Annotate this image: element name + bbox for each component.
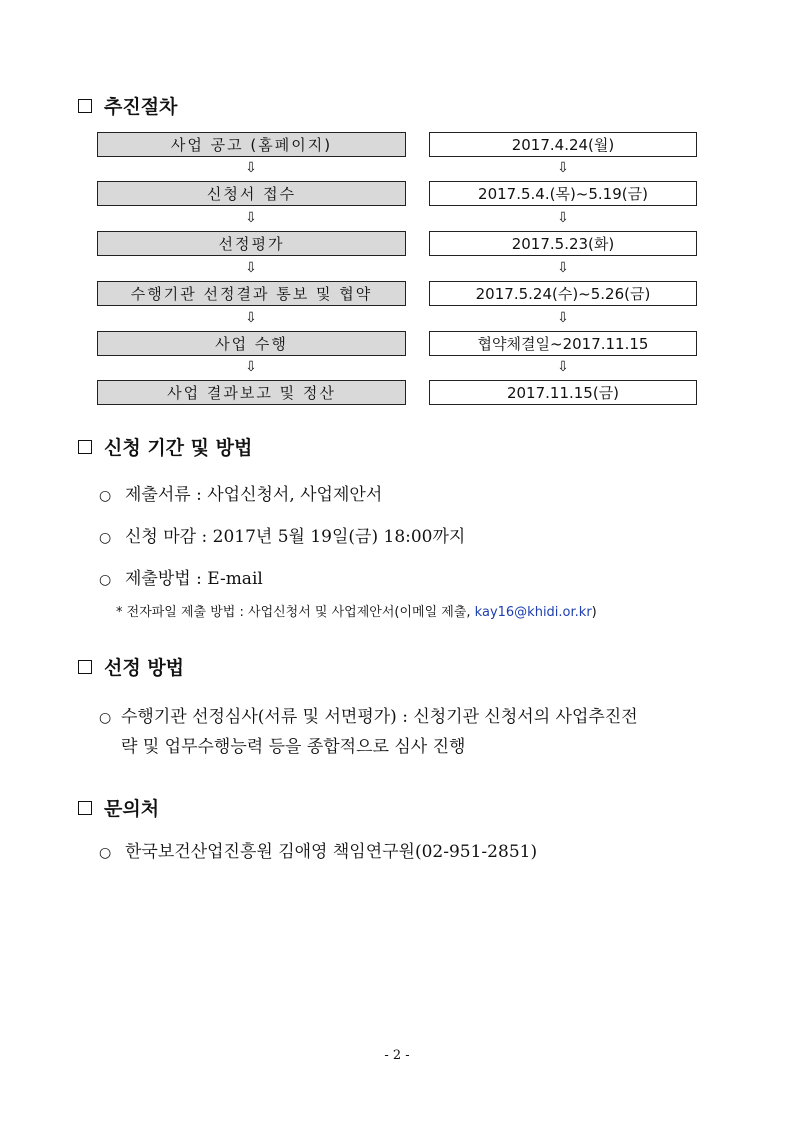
circle-bullet-icon: ○ <box>99 710 112 726</box>
procedure-date-3: 2017.5.23(화) <box>429 231 697 256</box>
procedure-step-1: 사업 공고 (홈페이지) <box>97 132 406 157</box>
section-title-text: 선정 방법 <box>104 657 185 679</box>
procedure-step-3: 선정평가 <box>97 231 406 256</box>
procedure-date-6: 2017.11.15(금) <box>429 380 697 405</box>
checkbox-square-icon <box>78 440 92 454</box>
section-title-text: 문의처 <box>104 798 160 820</box>
checkbox-square-icon <box>78 801 92 815</box>
list-item-text: 제출서류 : 사업신청서, 사업제안서 <box>125 485 383 505</box>
list-item <box>99 568 263 591</box>
down-arrow-icon: ⇩ <box>245 260 257 276</box>
procedure-step-4: 수행기관 선정결과 통보 및 협약 <box>97 281 406 306</box>
down-arrow-icon: ⇩ <box>557 160 569 176</box>
section-title-text: 신청 기간 및 방법 <box>104 437 253 459</box>
down-arrow-icon: ⇩ <box>245 359 257 375</box>
checkbox-square-icon <box>78 99 92 113</box>
circle-bullet-icon: ○ <box>99 488 112 504</box>
note-text: * 전자파일 제출 방법 : 사업신청서 및 사업제안서(이메일 제출, <box>116 605 475 620</box>
list-item <box>99 841 537 864</box>
section-title-procedure <box>78 92 177 119</box>
down-arrow-icon: ⇩ <box>557 310 569 326</box>
procedure-step-2: 신청서 접수 <box>97 181 406 206</box>
list-item <box>99 526 465 549</box>
down-arrow-icon: ⇩ <box>245 310 257 326</box>
note-suffix: ) <box>591 605 597 620</box>
section-title-text: 추진절차 <box>104 96 178 118</box>
circle-bullet-icon: ○ <box>99 572 112 588</box>
circle-bullet-icon: ○ <box>99 530 112 546</box>
down-arrow-icon: ⇩ <box>557 260 569 276</box>
list-item-text: 제출방법 : E-mail <box>125 569 263 589</box>
procedure-date-2: 2017.5.4.(목)~5.19(금) <box>429 181 697 206</box>
procedure-step-6: 사업 결과보고 및 정산 <box>97 380 406 405</box>
procedure-date-1: 2017.4.24(월) <box>429 132 697 157</box>
checkbox-square-icon <box>78 660 92 674</box>
list-item-text: 신청 마감 : 2017년 5월 19일(금) 18:00까지 <box>125 527 466 547</box>
procedure-step-5: 사업 수행 <box>97 331 406 356</box>
down-arrow-icon: ⇩ <box>557 359 569 375</box>
submission-note <box>116 601 597 620</box>
section-title-application <box>78 433 252 460</box>
down-arrow-icon: ⇩ <box>557 210 569 226</box>
list-item-continuation: 략 및 업무수행능력 등을 종합적으로 심사 진행 <box>121 737 466 757</box>
email-link[interactable]: kay16@khidi.or.kr <box>474 605 592 620</box>
section-title-selection <box>78 653 184 680</box>
list-item <box>99 706 638 729</box>
list-item-text: 한국보건산업진흥원 김애영 책임연구원(02-951-2851) <box>125 842 538 862</box>
list-item-text: 수행기관 선정심사(서류 및 서면평가) : 신청기관 신청서의 사업추진전 <box>121 707 638 727</box>
page-number: - 2 - <box>384 1048 410 1063</box>
circle-bullet-icon: ○ <box>99 845 112 861</box>
section-title-contact <box>78 794 159 821</box>
down-arrow-icon: ⇩ <box>245 210 257 226</box>
procedure-date-5: 협약체결일~2017.11.15 <box>429 331 697 356</box>
down-arrow-icon: ⇩ <box>245 160 257 176</box>
list-item <box>99 484 382 507</box>
procedure-date-4: 2017.5.24(수)~5.26(금) <box>429 281 697 306</box>
